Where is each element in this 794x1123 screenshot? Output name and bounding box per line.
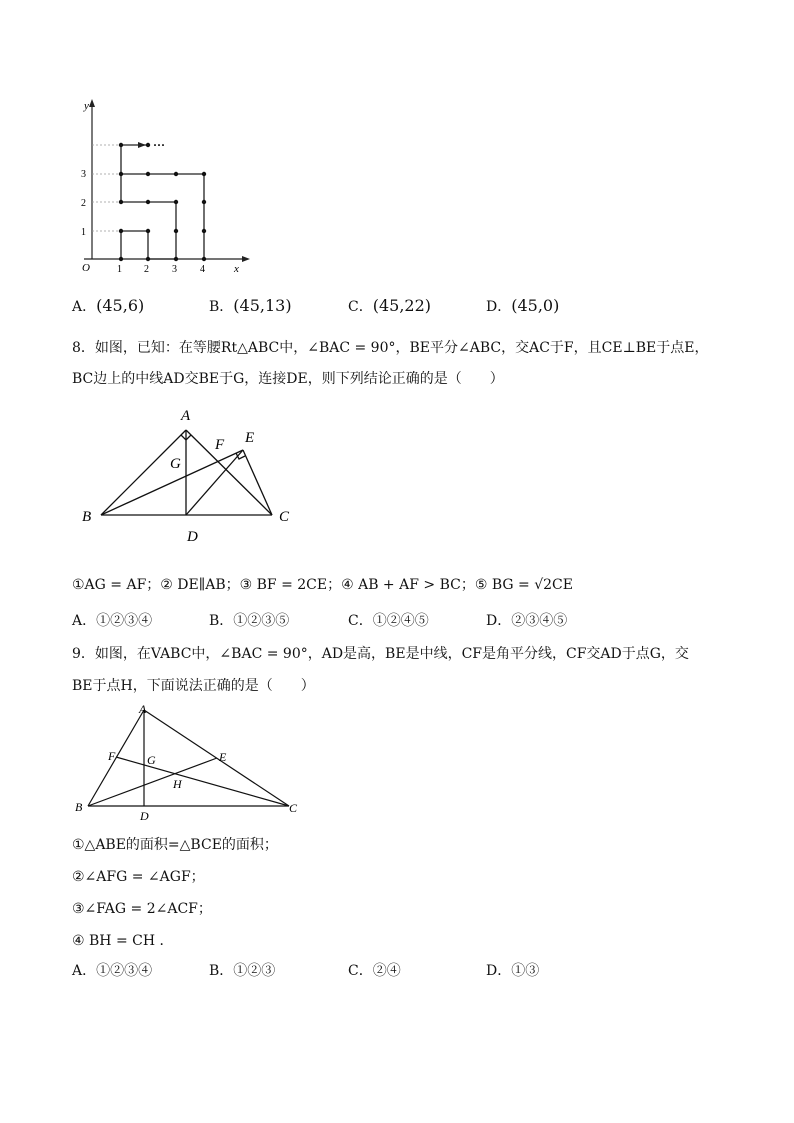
q9-option-c[interactable]: C．②④: [348, 963, 401, 979]
y-axis-label: y: [84, 100, 89, 112]
q8-stem-line2: BC边上的中线AD交BE于G，连接DE，则下列结论正确的是（ ）: [72, 371, 504, 387]
q9-statement-2: ②∠AFG = ∠AGF；: [72, 869, 205, 885]
q8-label-g: G: [170, 456, 181, 472]
q8-statements: ①AG = AF；② DE∥AB；③ BF = 2CE；④ AB + AF > BC；⑤ BG = √2CE: [72, 577, 573, 593]
x-tick-2: 2: [144, 264, 149, 275]
q9-statement-1: ①△ABE的面积=△BCE的面积；: [72, 837, 278, 853]
guide-lines: [92, 145, 121, 231]
x-axis-arrow: [242, 256, 250, 262]
x-tick-4: 4: [200, 264, 205, 275]
q9-label-g: G: [147, 753, 156, 767]
continuation-dots: ···: [153, 138, 166, 152]
q8-option-b[interactable]: B．①②③⑤: [209, 613, 290, 629]
q8-triangle-diagram: [75, 398, 305, 548]
q9-option-d[interactable]: D．①③: [486, 963, 540, 979]
q9-label-d: D: [140, 809, 149, 823]
q8-label-a: A: [181, 408, 191, 424]
q8-option-d[interactable]: D．②③④⑤: [486, 613, 568, 629]
spiral-path: [121, 174, 204, 259]
q8-stem-line1: 8．如图，已知：在等腰Rt△ABC中，∠BAC = 90°，BE平分∠ABC，交AC于F，且CE⊥BE于点E，: [72, 340, 709, 356]
q9-stem-line1: 9．如图，在VABC中，∠BAC = 90°，AD是高，BE是中线，CF是角平分线，CF交AD于点G，交: [72, 646, 689, 662]
y-tick-1: 1: [81, 227, 86, 238]
q7-option-a[interactable]: A．(45,6): [72, 296, 145, 315]
q9-triangle-diagram: [70, 698, 310, 823]
y-tick-3: 3: [81, 169, 86, 180]
q9-statement-4: ④ BH = CH ．: [72, 933, 174, 949]
q8-option-c[interactable]: C．①②④⑤: [348, 613, 429, 629]
q7-option-b[interactable]: B．(45,13): [209, 296, 292, 315]
origin-label: O: [82, 262, 90, 274]
x-tick-1: 1: [117, 264, 122, 275]
q7-coordinate-graph: [70, 96, 260, 281]
q9-label-f: F: [108, 749, 116, 763]
y-tick-2: 2: [81, 198, 86, 209]
q7-option-a-value: (45,6): [96, 296, 145, 315]
q9-stem-line2: BE于点H，下面说法正确的是（ ）: [72, 678, 315, 694]
q9-label-e: E: [219, 750, 227, 764]
q8-label-f: F: [215, 437, 225, 453]
q8-label-d: D: [187, 529, 198, 545]
y-axis-arrow: [89, 99, 95, 107]
spiral-path-top: [121, 145, 140, 174]
x-axis-label: x: [234, 263, 239, 275]
q9-label-a: A: [139, 702, 147, 716]
q7-option-d[interactable]: D．(45,0): [486, 296, 560, 315]
q9-label-b: B: [75, 800, 83, 814]
q9-label-c: C: [289, 801, 298, 815]
x-tick-3: 3: [172, 264, 177, 275]
q9-option-a[interactable]: A．①②③④: [72, 963, 153, 979]
q9-option-b[interactable]: B．①②③: [209, 963, 276, 979]
q8-label-c: C: [279, 509, 290, 525]
q8-label-b: B: [82, 509, 92, 525]
q7-option-c[interactable]: C．(45,22): [348, 296, 432, 315]
q8-label-e: E: [245, 430, 255, 446]
q9-statement-3: ③∠FAG = 2∠ACF；: [72, 901, 212, 917]
q7-option-d-value: (45,0): [511, 296, 560, 315]
q7-option-b-value: (45,13): [233, 296, 292, 315]
q8-option-a[interactable]: A．①②③④: [72, 613, 153, 629]
q7-option-c-value: (45,22): [372, 296, 432, 315]
q9-label-h: H: [173, 777, 182, 791]
